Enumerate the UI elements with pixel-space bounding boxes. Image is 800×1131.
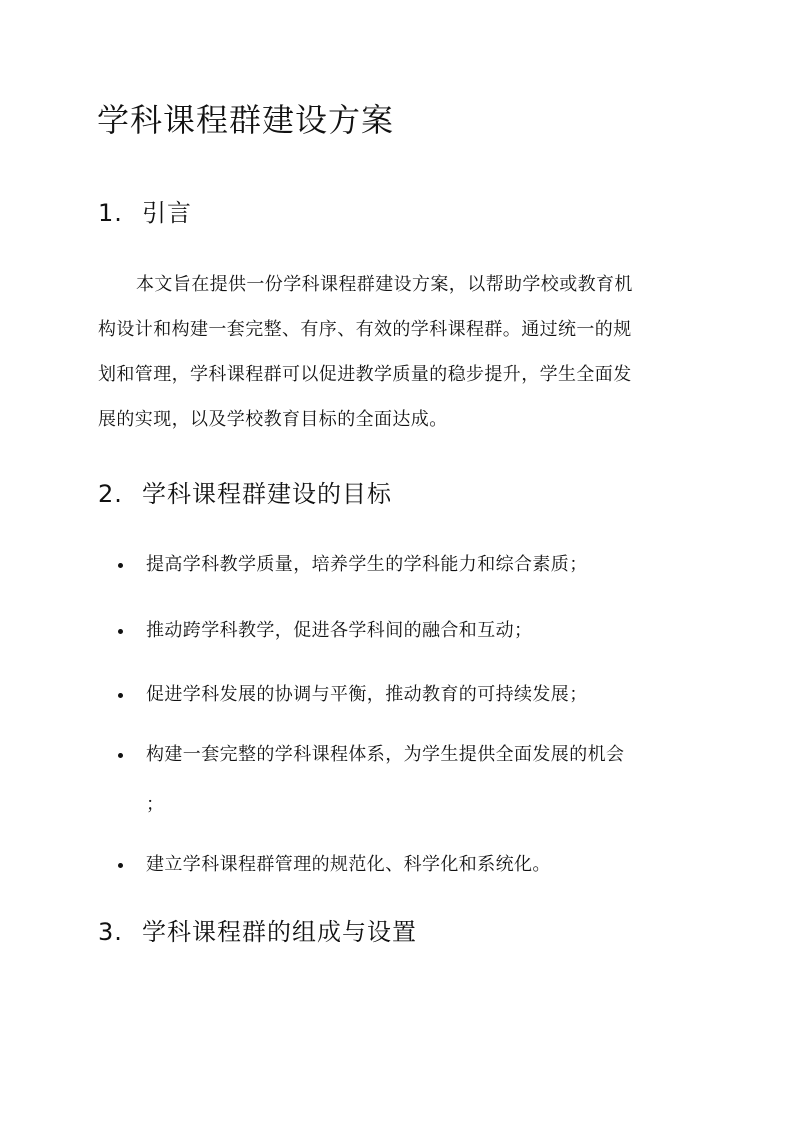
- section-heading-3: [98, 915, 417, 949]
- list-item-text: 提高学科教学质量，培养学生的学科能力和综合素质；: [146, 554, 588, 575]
- intro-paragraph: [98, 272, 704, 452]
- document-title: 学科课程群建设方案: [97, 101, 395, 139]
- paragraph-line: 本文旨在提供一份学科课程群建设方案，以帮助学校或教育机: [136, 274, 633, 295]
- section-title: 学科课程群建设的目标: [142, 480, 392, 508]
- bullet-icon: [118, 863, 123, 868]
- list-item-text: 推动跨学科教学，促进各学科间的融合和互动；: [146, 620, 533, 641]
- list-item-text: 促进学科发展的协调与平衡，推动教育的可持续发展；: [146, 684, 588, 705]
- list-item: [116, 852, 551, 878]
- paragraph-line: 展的实现，以及学校教育目标的全面达成。: [98, 409, 448, 430]
- section-heading-2: [98, 477, 392, 511]
- list-item: [116, 552, 588, 578]
- list-item: [116, 618, 532, 644]
- bullet-icon: [118, 629, 123, 634]
- section-number: 3.: [98, 918, 123, 946]
- paragraph-line: 构设计和构建一套完整、有序、有效的学科课程群。通过统一的规: [98, 319, 632, 340]
- list-item: [116, 682, 588, 708]
- section-heading-1: [98, 196, 192, 230]
- list-item-text: 建立学科课程群管理的规范化、科学化和系统化。: [146, 854, 551, 875]
- section-number: 1.: [98, 199, 123, 227]
- section-number: 2.: [98, 480, 123, 508]
- bullet-icon: [118, 693, 123, 698]
- list-item-text: 构建一套完整的学科课程体系，为学生提供全面发展的机会: [146, 744, 625, 765]
- paragraph-line: 划和管理，学科课程群可以促进教学质量的稳步提升，学生全面发: [98, 364, 632, 385]
- bullet-icon: [118, 753, 123, 758]
- list-item: [116, 742, 624, 818]
- section-title: 引言: [142, 199, 192, 227]
- section-title: 学科课程群的组成与设置: [142, 918, 417, 946]
- list-item-continuation: ；: [146, 794, 165, 815]
- bullet-icon: [118, 563, 123, 568]
